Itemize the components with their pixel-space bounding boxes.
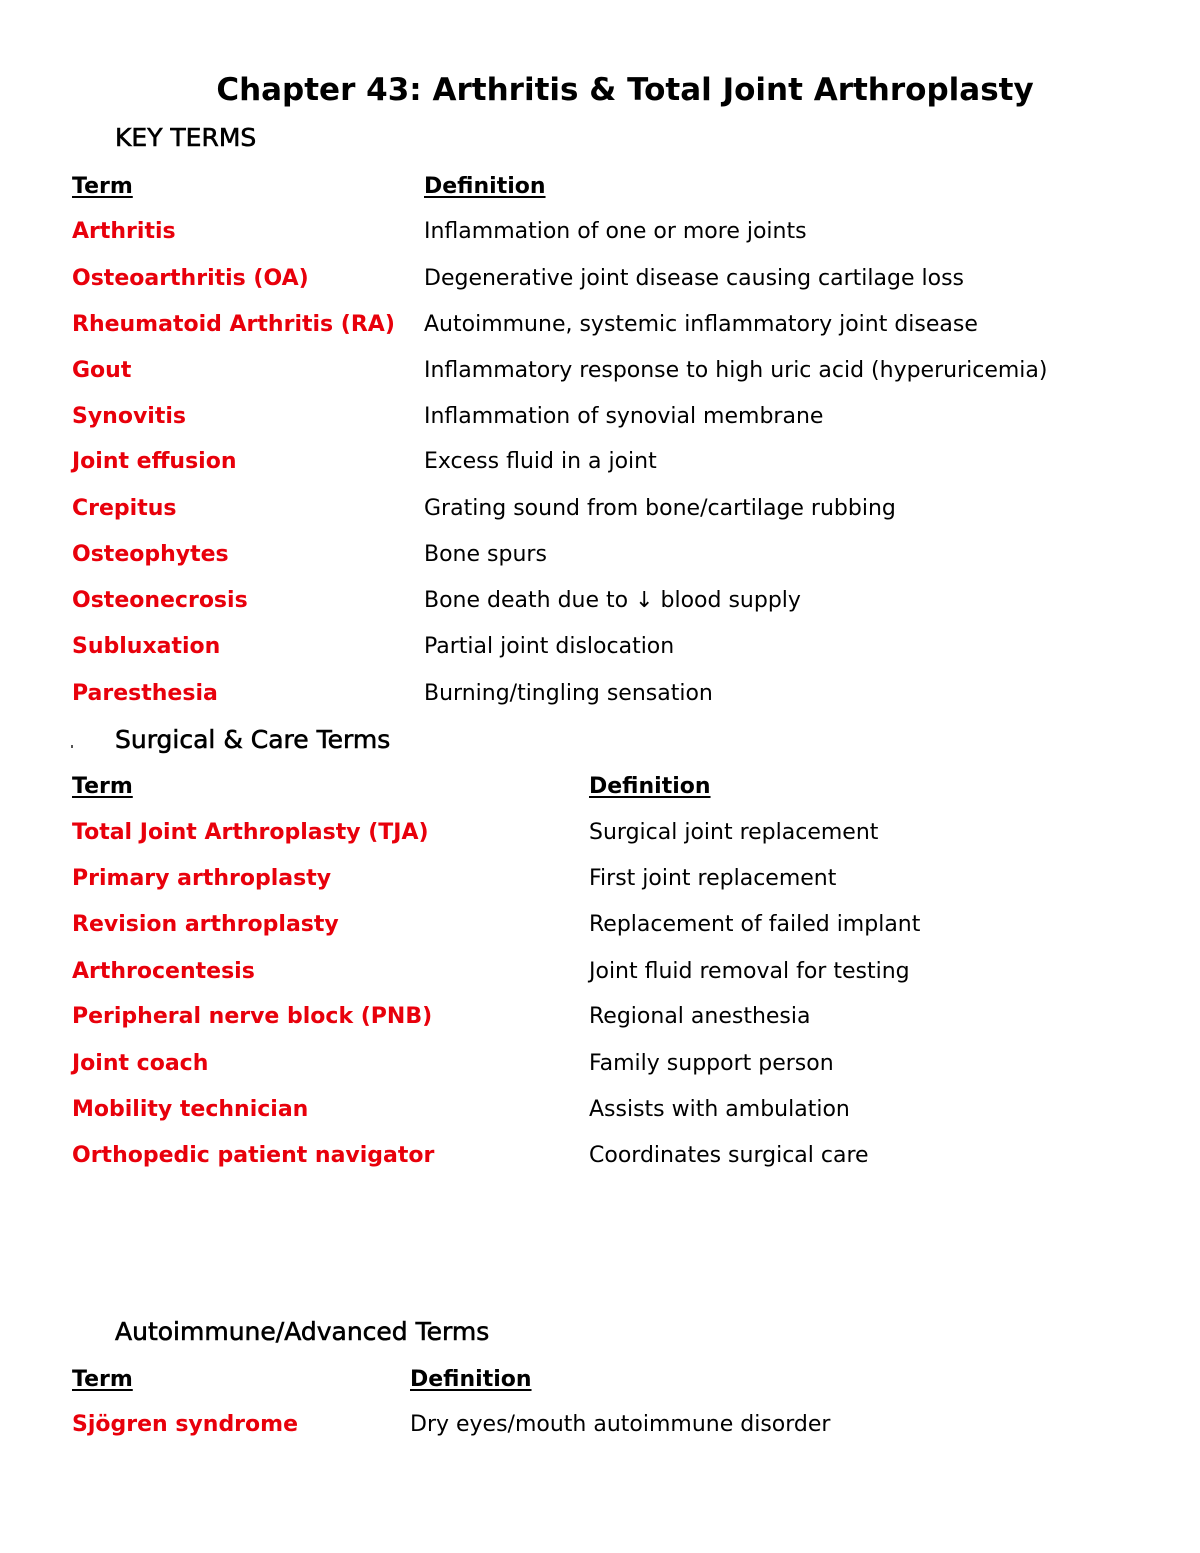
term-cell: Gout <box>72 358 132 383</box>
term-cell: Osteophytes <box>72 542 229 567</box>
definition-cell: Inflammatory response to high uric acid (hyperuricemia) <box>424 358 1048 383</box>
definition-cell: Joint fluid removal for testing <box>589 959 910 984</box>
table-header-row <box>0 172 1200 202</box>
term-cell: Paresthesia <box>72 681 218 706</box>
term-cell: Joint coach <box>72 1051 209 1076</box>
definition-cell: Family support person <box>589 1051 834 1076</box>
table-row <box>0 402 1200 432</box>
table-row <box>0 910 1200 940</box>
definition-cell: Dry eyes/mouth autoimmune disorder <box>410 1412 831 1437</box>
table-header-row <box>0 1365 1200 1395</box>
term-cell: Subluxation <box>72 634 221 659</box>
table-row <box>0 1141 1200 1171</box>
section-heading-autoimmune-advanced: Autoimmune/Advanced Terms <box>115 1317 490 1346</box>
table-row <box>0 818 1200 848</box>
section-heading-surgical-care: Surgical & Care Terms <box>115 725 391 754</box>
definition-cell: Replacement of failed implant <box>589 912 921 937</box>
table-row <box>0 217 1200 247</box>
page-title: Chapter 43: Arthritis & Total Joint Arthroplasty <box>216 72 1034 108</box>
table-row <box>0 356 1200 386</box>
table-row <box>0 586 1200 616</box>
term-cell: Total Joint Arthroplasty (TJA) <box>72 820 429 845</box>
definition-cell: Coordinates surgical care <box>589 1143 869 1168</box>
term-cell: Orthopedic patient navigator <box>72 1143 435 1168</box>
term-cell: Osteoarthritis (OA) <box>72 266 309 291</box>
table-row <box>0 632 1200 662</box>
table-row <box>0 864 1200 894</box>
term-cell: Arthritis <box>72 219 176 244</box>
term-cell: Synovitis <box>72 404 186 429</box>
section-heading-key-terms: KEY TERMS <box>115 123 257 152</box>
term-cell: Osteonecrosis <box>72 588 248 613</box>
term-cell: Sjögren syndrome <box>72 1412 298 1437</box>
table-row <box>0 447 1200 477</box>
definition-cell: Autoimmune, systemic inflammatory joint disease <box>424 312 978 337</box>
table-header-row <box>0 772 1200 802</box>
term-cell: Rheumatoid Arthritis (RA) <box>72 312 395 337</box>
definition-column-header: Definition <box>589 774 711 799</box>
term-column-header: Term <box>72 174 133 199</box>
definition-cell: Surgical joint replacement <box>589 820 879 845</box>
table-row <box>0 679 1200 709</box>
table-row <box>0 957 1200 987</box>
table-row <box>0 1049 1200 1079</box>
definition-cell: Regional anesthesia <box>589 1004 811 1029</box>
term-cell: Arthrocentesis <box>72 959 255 984</box>
table-row <box>0 1002 1200 1032</box>
term-cell: Crepitus <box>72 496 177 521</box>
definition-column-header: Definition <box>410 1367 532 1392</box>
definition-cell: Inflammation of one or more joints <box>424 219 807 244</box>
definition-cell: Assists with ambulation <box>589 1097 850 1122</box>
definition-cell: Grating sound from bone/cartilage rubbing <box>424 496 896 521</box>
table-row <box>0 310 1200 340</box>
definition-cell: Partial joint dislocation <box>424 634 675 659</box>
stray-mark <box>71 745 73 748</box>
definition-cell: Burning/tingling sensation <box>424 681 713 706</box>
term-column-header: Term <box>72 1367 133 1392</box>
term-cell: Joint effusion <box>72 449 237 474</box>
definition-cell: Bone spurs <box>424 542 547 567</box>
table-row <box>0 1410 1200 1440</box>
term-cell: Mobility technician <box>72 1097 309 1122</box>
term-column-header: Term <box>72 774 133 799</box>
definition-column-header: Definition <box>424 174 546 199</box>
term-cell: Primary arthroplasty <box>72 866 332 891</box>
term-cell: Revision arthroplasty <box>72 912 339 937</box>
definition-cell: Bone death due to ↓ blood supply <box>424 588 801 613</box>
table-row <box>0 1095 1200 1125</box>
term-cell: Peripheral nerve block (PNB) <box>72 1004 433 1029</box>
table-row <box>0 494 1200 524</box>
table-row <box>0 264 1200 294</box>
definition-cell: First joint replacement <box>589 866 837 891</box>
definition-cell: Inflammation of synovial membrane <box>424 404 824 429</box>
definition-cell: Excess fluid in a joint <box>424 449 657 474</box>
table-row <box>0 540 1200 570</box>
definition-cell: Degenerative joint disease causing cartilage loss <box>424 266 964 291</box>
